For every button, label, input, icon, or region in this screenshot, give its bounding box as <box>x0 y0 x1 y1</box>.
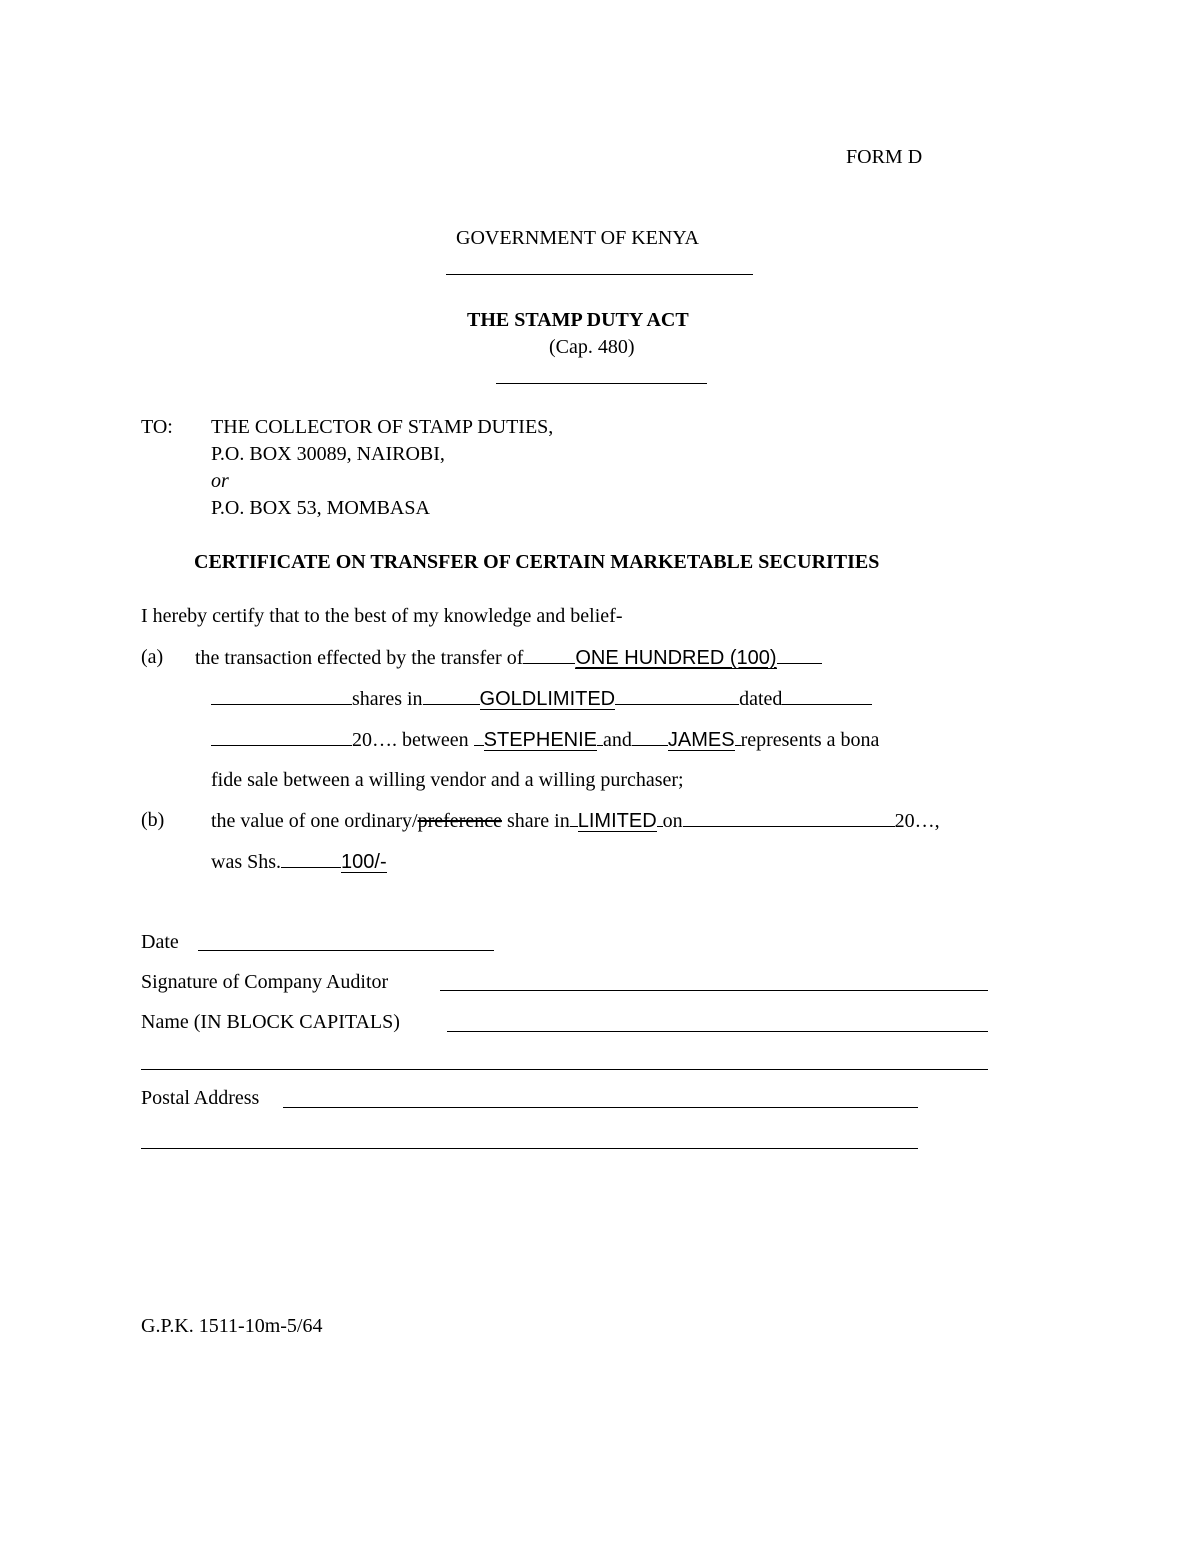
struck-preference-text: preference <box>417 810 502 832</box>
name-input-line[interactable] <box>447 1031 988 1032</box>
address-or: or <box>211 470 229 492</box>
dated-text: dated <box>739 688 783 710</box>
clause-b-line-2 <box>211 851 387 873</box>
blank-line <box>632 729 668 746</box>
postal-address-line[interactable] <box>283 1107 918 1108</box>
blank-line <box>211 729 352 746</box>
postal-address-label: Postal Address <box>141 1087 260 1109</box>
cap-number: (Cap. 480) <box>549 336 635 358</box>
clause-b-line-1 <box>211 810 940 832</box>
represents-text: represents a bona <box>740 729 880 751</box>
transfer-quantity-field[interactable]: ONE HUNDRED (100) <box>575 647 777 669</box>
party-two-field[interactable]: JAMES <box>667 729 735 751</box>
blank-line <box>423 688 480 705</box>
company-name-field[interactable]: GOLDLIMITED <box>479 688 616 710</box>
address-line: P.O. BOX 30089, NAIROBI, <box>211 443 445 465</box>
blank-line <box>615 688 739 705</box>
date-field[interactable] <box>782 688 872 705</box>
clause-b-text: the value of one ordinary/ <box>211 810 418 832</box>
on-text: on <box>662 810 683 832</box>
auditor-signature-label: Signature of Company Auditor <box>141 971 389 993</box>
name-label: Name (IN BLOCK CAPITALS) <box>141 1011 400 1033</box>
date-input-line[interactable] <box>198 950 494 951</box>
share-in-text: share in <box>506 810 570 832</box>
government-heading: GOVERNMENT OF KENYA <box>456 227 699 249</box>
party-one-field[interactable]: STEPHENIE <box>483 729 597 751</box>
divider <box>446 274 753 275</box>
was-shs-text: was Shs. <box>211 851 282 873</box>
clause-a-line-2 <box>211 688 872 710</box>
address-line: P.O. BOX 53, MOMBASA <box>211 497 430 519</box>
blank-line <box>777 647 822 664</box>
clause-a-text: the transaction effected by the transfer of <box>195 647 524 669</box>
clause-a-line-1 <box>195 647 822 669</box>
postal-address-continuation-line[interactable] <box>141 1148 918 1149</box>
company-field[interactable]: LIMITED <box>577 810 657 832</box>
clause-a-line-3 <box>211 729 879 751</box>
name-continuation-line[interactable] <box>141 1069 988 1070</box>
blank-line <box>523 647 575 664</box>
clause-a-line-4: fide sale between a willing vendor and a willing purchaser; <box>211 769 684 791</box>
printer-code: G.P.K. 1511-10m-5/64 <box>141 1315 323 1337</box>
blank-line <box>211 688 352 705</box>
clause-b-marker: (b) <box>141 809 165 831</box>
year-between-text: 20…. between <box>352 729 469 751</box>
divider <box>496 383 707 384</box>
act-title: THE STAMP DUTY ACT <box>467 309 689 331</box>
intro-statement: I hereby certify that to the best of my knowledge and belief- <box>141 605 623 627</box>
auditor-signature-line[interactable] <box>440 990 988 991</box>
year-text: 20…, <box>894 810 940 832</box>
blank-line <box>474 729 484 746</box>
address-line: THE COLLECTOR OF STAMP DUTIES, <box>211 416 554 438</box>
date-label: Date <box>141 931 179 953</box>
to-label: TO: <box>141 416 173 438</box>
blank-line <box>570 810 578 827</box>
blank-line <box>281 851 341 868</box>
certificate-title: CERTIFICATE ON TRANSFER OF CERTAIN MARKETABLE SECURITIES <box>194 551 880 573</box>
clause-a-marker: (a) <box>141 646 164 668</box>
shares-in-text: shares in <box>352 688 423 710</box>
valuation-date-field[interactable] <box>683 810 895 827</box>
share-value-field[interactable]: 100/- <box>341 851 387 873</box>
form-label: FORM D <box>846 146 923 168</box>
and-text: and <box>603 729 632 751</box>
